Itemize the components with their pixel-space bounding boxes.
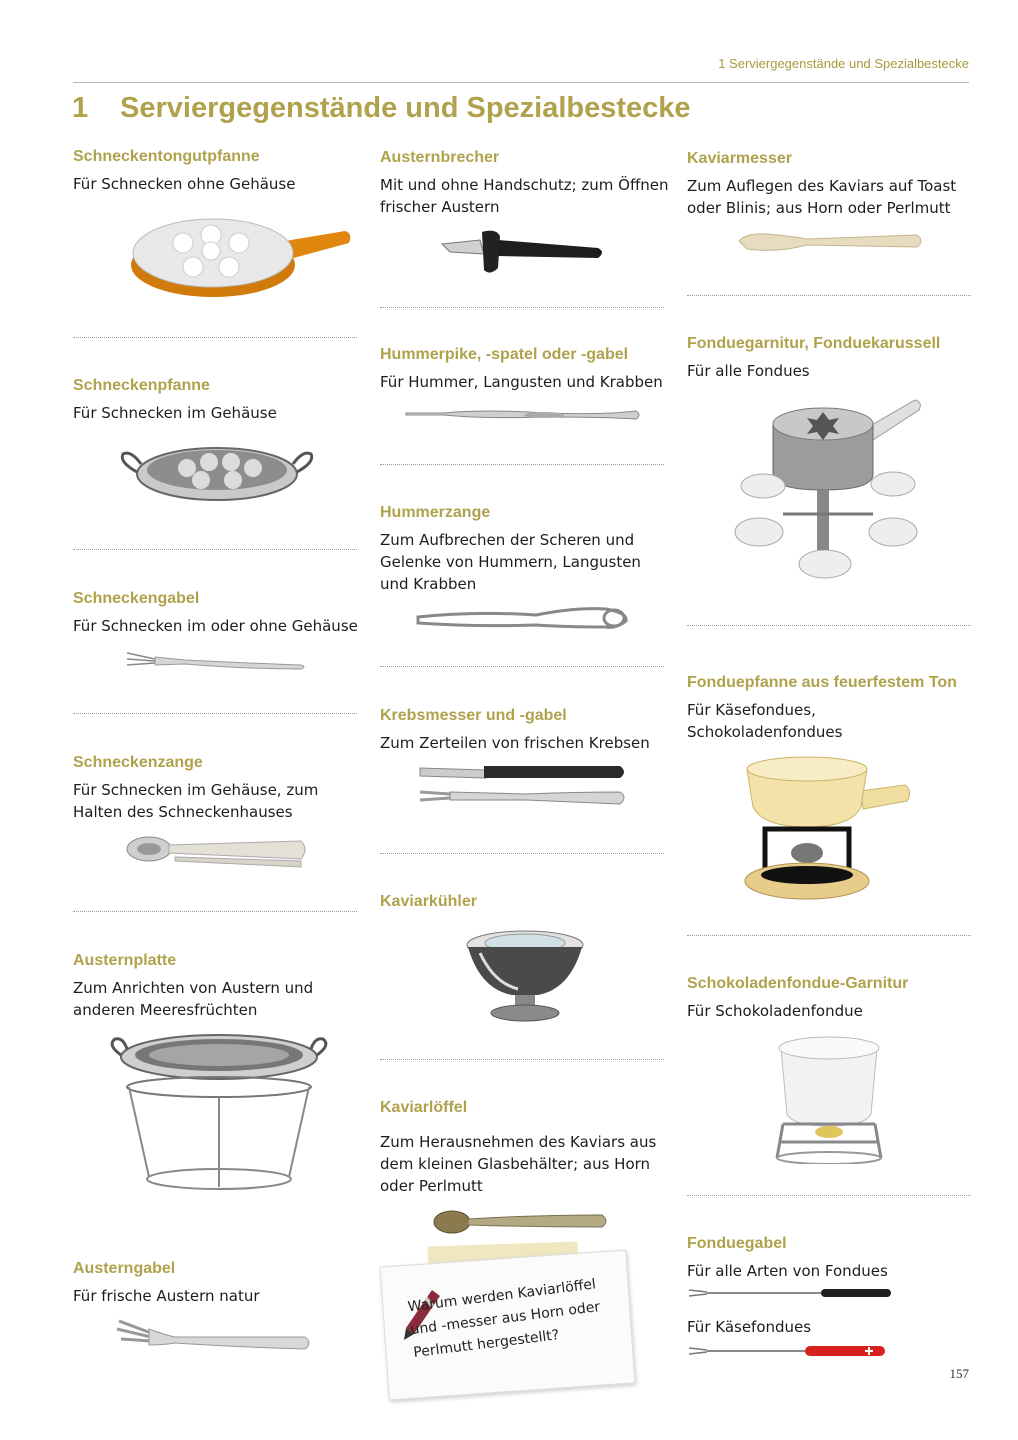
- item-description-secondary: Für Käsefondues: [687, 1318, 812, 1336]
- item-description: Für alle Arten von Fondues: [687, 1262, 888, 1280]
- item-description: Zum Auflegen des Kaviars auf Toast oder Blinis; aus Horn oder Perlmutt: [687, 177, 957, 217]
- item-kaviarmesser: [687, 150, 977, 257]
- fondue-pot-icon: [743, 755, 923, 905]
- item-description: Für frische Austern natur: [73, 1287, 260, 1305]
- item-austernplatte: [73, 952, 363, 1194]
- chapter-number: 1: [72, 92, 89, 124]
- item-kaviarloeffel: [380, 1099, 670, 1239]
- item-title: Austernplatte: [73, 952, 177, 969]
- item-description: Mit und ohne Handschutz; zum Öffnen frischer Austern: [380, 176, 669, 216]
- divider: [380, 666, 664, 667]
- header-rule: [73, 82, 969, 83]
- item-hummerpike: [380, 346, 670, 427]
- item-title: Schneckenzange: [73, 754, 203, 771]
- question-note: [384, 1240, 634, 1400]
- oyster-platter-icon: [109, 1029, 329, 1194]
- divider: [73, 713, 357, 714]
- fondue-fork-icon: [687, 1286, 897, 1300]
- tongs-icon: [125, 831, 315, 875]
- item-title: Kaviarmesser: [687, 150, 792, 167]
- item-title: Schneckengabel: [73, 590, 200, 607]
- running-head: 1 Serviergegenstände und Spezialbestecke: [718, 56, 969, 71]
- item-schneckenzange: [73, 754, 363, 875]
- spreader-icon: [737, 227, 927, 257]
- item-title: Schokoladenfondue-Garnitur: [687, 975, 909, 992]
- divider: [73, 549, 357, 550]
- item-schneckengabel: [73, 590, 363, 675]
- divider: [687, 935, 971, 936]
- lobster-pick-icon: [404, 401, 644, 427]
- item-description: Für alle Fondues: [687, 362, 810, 380]
- divider: [380, 853, 664, 854]
- lobster-cracker-icon: [416, 603, 636, 639]
- item-description: Für Käsefondues, Schokoladenfondues: [687, 701, 843, 741]
- chapter-title-text: Serviergegenstände und Spezialbestecke: [120, 92, 691, 124]
- item-description: Für Schnecken im Gehäuse: [73, 404, 277, 422]
- item-fonduegarnitur: [687, 335, 977, 594]
- item-title: Schneckentongutpfanne: [73, 148, 260, 165]
- item-description: Zum Aufbrechen der Scheren und Gelenke von Hummern, Langusten und Krabben: [380, 531, 641, 593]
- item-title: Austerngabel: [73, 1260, 176, 1277]
- item-schneckentongutpfanne: [73, 148, 363, 303]
- divider: [73, 337, 357, 338]
- item-title: Kaviarkühler: [380, 893, 477, 910]
- item-title: Hummerzange: [380, 504, 491, 521]
- divider: [380, 307, 664, 308]
- chapter-title: [72, 92, 691, 125]
- item-title: Austernbrecher: [380, 149, 500, 166]
- item-schneckenpfanne: [73, 377, 363, 512]
- item-kaviarkuehler: [380, 893, 670, 1025]
- item-description: Zum Herausnehmen des Kaviars aus dem kleinen Glasbehälter; aus Horn oder Perlmutt: [380, 1133, 657, 1195]
- spoon-icon: [432, 1205, 612, 1239]
- item-description: Für Schnecken im oder ohne Gehäuse: [73, 617, 358, 635]
- item-austerngabel: [73, 1260, 363, 1355]
- item-title: Fonduepfanne aus feuerfestem Ton: [687, 674, 957, 691]
- oyster-knife-icon: [440, 226, 610, 278]
- fondue-set-icon: [733, 394, 933, 594]
- page-number: 157: [949, 1366, 969, 1381]
- item-description: Für Schokoladenfondue: [687, 1002, 863, 1020]
- fork-icon: [125, 645, 315, 675]
- item-austernbrecher: [380, 149, 670, 278]
- item-title: Schneckenpfanne: [73, 377, 210, 394]
- divider: [687, 1195, 971, 1196]
- knife-fork-icon: [416, 762, 636, 812]
- snail-pan-icon: [123, 203, 363, 303]
- item-title: Hummerpike, -spatel oder -gabel: [380, 346, 629, 363]
- item-schokoladenfondue: [687, 975, 977, 1164]
- divider: [73, 911, 357, 912]
- item-title: Krebsmesser und -gabel: [380, 707, 567, 724]
- snail-dish-icon: [117, 432, 317, 512]
- item-description: Für Schnecken ohne Gehäuse: [73, 175, 296, 193]
- divider: [380, 1059, 664, 1060]
- item-krebsmesser: [380, 707, 670, 812]
- caviar-bowl-icon: [460, 925, 590, 1025]
- item-title: Fonduegabel: [687, 1235, 787, 1252]
- item-title: Kaviarlöffel: [380, 1099, 468, 1116]
- note-question: Warum werden Kaviarlöffel und -messer aus Horn oder Perlmutt hergestellt?: [406, 1276, 601, 1361]
- divider: [687, 295, 971, 296]
- divider: [687, 625, 971, 626]
- divider: [380, 464, 664, 465]
- item-description: Zum Anrichten von Austern und anderen Meeresfrüchten: [73, 979, 314, 1019]
- fondue-fork-icon: [687, 1344, 897, 1358]
- item-description: Für Schnecken im Gehäuse, zum Halten des Schneckenhauses: [73, 781, 319, 821]
- item-fonduepfanne: [687, 674, 977, 905]
- item-description: Für Hummer, Langusten und Krabben: [380, 373, 663, 391]
- item-fonduegabel: [687, 1235, 977, 1358]
- fork-icon: [115, 1315, 315, 1355]
- item-hummerzange: [380, 504, 670, 639]
- item-description: Zum Zerteilen von frischen Krebsen: [380, 734, 650, 752]
- chocolate-fondue-icon: [773, 1034, 893, 1164]
- item-title: Fonduegarnitur, Fonduekarussell: [687, 335, 941, 352]
